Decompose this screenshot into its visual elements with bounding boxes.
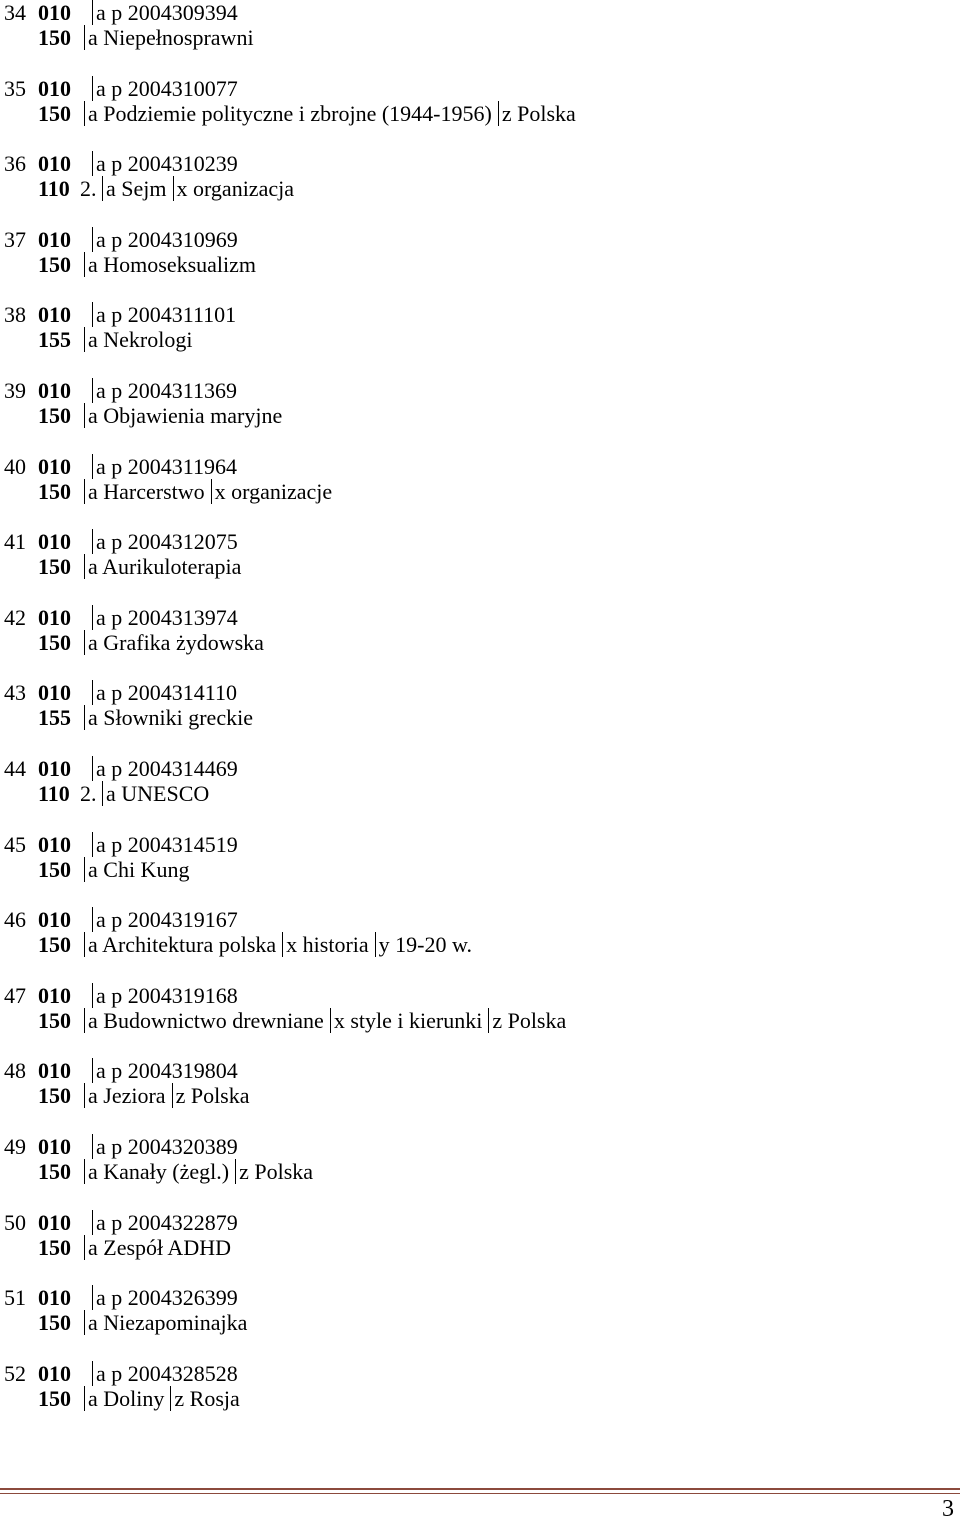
subfield-text: Chi Kung (103, 856, 190, 882)
record-number: 35 (4, 75, 26, 101)
field-data (92, 1361, 238, 1387)
subfield-text: p 2004311369 (111, 378, 237, 403)
subfield-text: Rosja (189, 1385, 240, 1411)
subfield-code: a (88, 100, 98, 126)
record-number: 48 (4, 1058, 26, 1084)
subfield-text: Doliny (103, 1385, 165, 1411)
subfield-text: p 2004319167 (111, 907, 238, 933)
record-number: 39 (4, 378, 26, 403)
subfield-text: Nekrologi (103, 327, 193, 353)
field-tag: 010 (38, 226, 71, 252)
field-tag: 010 (38, 0, 71, 25)
record-37 (0, 227, 960, 279)
field-data (92, 756, 238, 782)
field-data (92, 151, 238, 177)
field-tag: 150 (38, 932, 71, 958)
subfield-code: a (96, 756, 106, 781)
subfield-text: p 2004314110 (111, 680, 237, 706)
subfield-code: a (96, 982, 106, 1008)
subfield-text: Jeziora (103, 1083, 166, 1109)
subfield-code: a (88, 403, 98, 428)
subfield-a (92, 605, 238, 630)
field-data (102, 176, 294, 202)
subfield-code: a (88, 705, 98, 731)
field-data (84, 1083, 250, 1109)
field-tag: 150 (38, 25, 71, 50)
field-data (92, 0, 238, 26)
subfield-a (84, 932, 276, 957)
subfield-a (84, 252, 256, 277)
field-data (92, 832, 238, 858)
subfield-a (84, 101, 492, 126)
record-number: 42 (4, 604, 26, 630)
field-tag: 150 (38, 1385, 71, 1411)
subfield-code: a (88, 1007, 98, 1033)
subfield-text: Architektura polska (102, 932, 277, 958)
field-tag: 150 (38, 403, 71, 428)
subfield-a (84, 1008, 324, 1033)
subfield-text: p 2004309394 (111, 0, 238, 25)
field-data (92, 302, 236, 328)
field-data (84, 1310, 247, 1336)
subfield-a (84, 403, 282, 428)
subfield-code: a (96, 75, 106, 101)
subfield-code: a (88, 251, 98, 277)
subfield-x (330, 1008, 482, 1033)
subfield-code: a (96, 1058, 106, 1084)
subfield-a (84, 630, 264, 655)
subfield-a (92, 1361, 238, 1386)
subfield-text: Harcerstwo (103, 478, 205, 504)
subfield-z (498, 101, 576, 126)
field-indicator: 2. (80, 781, 97, 806)
field-data (92, 227, 238, 253)
subfield-text: historia (302, 932, 369, 958)
subfield-text: p 2004310239 (111, 151, 238, 177)
subfield-code: a (106, 176, 116, 202)
subfield-a (84, 479, 205, 504)
field-tag: 150 (38, 554, 71, 580)
field-tag: 150 (38, 629, 71, 655)
subfield-text: Słowniki greckie (103, 705, 253, 731)
record-52 (0, 1361, 960, 1413)
field-tag: 150 (38, 1310, 71, 1336)
field-tag: 010 (38, 1058, 71, 1084)
field-data (84, 1159, 313, 1185)
subfield-a (92, 1134, 238, 1159)
subfield-text: organizacja (193, 176, 294, 202)
subfield-text: p 2004314519 (111, 831, 238, 857)
subfield-text: Zespół ADHD (103, 1234, 231, 1260)
record-number: 50 (4, 1209, 26, 1235)
field-tag: 010 (38, 1134, 71, 1159)
subfield-code: a (88, 554, 98, 580)
record-number: 40 (4, 453, 26, 479)
subfield-a (84, 25, 254, 50)
subfield-text: Homoseksualizm (103, 251, 257, 277)
record-41 (0, 529, 960, 581)
subfield-text: style i kierunki (350, 1007, 483, 1033)
subfield-code: a (96, 302, 106, 328)
field-data (92, 907, 238, 933)
subfield-a (92, 529, 238, 554)
field-tag: 010 (38, 1360, 71, 1386)
subfield-text: Niezapominajka (103, 1310, 248, 1336)
subfield-a (92, 454, 237, 479)
record-39 (0, 378, 960, 430)
subfield-a (102, 176, 167, 201)
field-data (92, 378, 237, 404)
field-tag: 010 (38, 831, 71, 857)
subfield-text: p 2004319168 (111, 982, 238, 1008)
record-51 (0, 1285, 960, 1337)
subfield-code: a (88, 1083, 98, 1109)
page-number: 3 (942, 1496, 954, 1522)
field-data (84, 403, 282, 429)
subfield-text: p 2004320389 (111, 1134, 238, 1159)
field-data (84, 554, 241, 580)
field-tag: 010 (38, 756, 71, 781)
subfield-a (84, 1235, 231, 1260)
subfield-code: a (96, 831, 106, 857)
field-tag: 010 (38, 453, 71, 479)
subfield-a (92, 1058, 238, 1083)
subfield-code: z (501, 100, 512, 126)
field-tag: 010 (38, 1209, 71, 1235)
record-42 (0, 605, 960, 657)
subfield-text: p 2004310969 (111, 226, 238, 252)
subfield-code: x (214, 478, 226, 504)
record-49 (0, 1134, 960, 1186)
subfield-a (84, 554, 241, 579)
field-tag: 010 (38, 529, 71, 555)
subfield-text: 19-20 w. (395, 932, 472, 958)
subfield-code: a (88, 478, 98, 504)
field-data (84, 932, 472, 958)
subfield-text: Kanały (żegl.) (103, 1159, 230, 1184)
subfield-text: p 2004312075 (111, 529, 238, 555)
subfield-code: a (96, 1360, 106, 1386)
subfield-text: p 2004310077 (111, 75, 238, 101)
record-number: 52 (4, 1360, 26, 1386)
field-data (92, 1058, 238, 1084)
subfield-text: Polska (190, 1083, 250, 1109)
field-tag: 010 (38, 302, 71, 328)
record-44 (0, 756, 960, 808)
subfield-x (211, 479, 332, 504)
field-tag: 150 (38, 1234, 71, 1260)
subfield-code: z (175, 1083, 186, 1109)
field-tag: 110 (38, 176, 70, 202)
subfield-code: a (88, 327, 98, 353)
subfield-text: p 2004311101 (111, 302, 237, 328)
field-data (92, 529, 238, 555)
subfield-z (170, 1386, 239, 1411)
field-tag: 110 (38, 781, 70, 806)
subfield-a (84, 327, 192, 352)
record-number: 46 (4, 907, 26, 933)
field-data (84, 1386, 240, 1412)
subfield-code: a (96, 453, 106, 479)
subfield-text: Budownictwo drewniane (103, 1007, 324, 1033)
field-tag: 150 (38, 1083, 71, 1109)
subfield-z (488, 1008, 566, 1033)
record-48 (0, 1058, 960, 1110)
subfield-code: a (106, 781, 116, 806)
subfield-a (92, 1285, 238, 1310)
subfield-code: a (88, 1385, 98, 1411)
record-number: 45 (4, 831, 26, 857)
record-43 (0, 680, 960, 732)
subfield-code: a (88, 1234, 98, 1260)
subfield-y (375, 932, 472, 957)
subfield-a (92, 302, 236, 327)
subfield-text: Grafika żydowska (103, 629, 264, 655)
subfield-code: a (96, 907, 106, 933)
subfield-a (102, 781, 209, 806)
field-tag: 010 (38, 1285, 71, 1311)
record-number: 51 (4, 1285, 26, 1311)
subfield-a (92, 151, 238, 176)
field-tag: 010 (38, 75, 71, 101)
subfield-text: Polska (517, 100, 576, 126)
subfield-code: a (96, 529, 106, 555)
subfield-text: p 2004328528 (111, 1360, 238, 1386)
record-40 (0, 454, 960, 506)
subfield-code: x (176, 176, 188, 202)
subfield-text: p 2004326399 (111, 1285, 238, 1311)
field-data (84, 857, 189, 883)
field-data (102, 781, 209, 807)
subfield-code: z (174, 1385, 185, 1411)
subfield-code: a (88, 932, 98, 958)
subfield-code: a (88, 629, 98, 655)
subfield-z (235, 1159, 313, 1184)
record-number: 41 (4, 529, 26, 555)
field-tag: 010 (38, 378, 71, 403)
record-34 (0, 0, 960, 52)
subfield-text: Polska (507, 1007, 567, 1033)
subfield-text: p 2004311964 (111, 453, 237, 479)
record-number: 44 (4, 756, 26, 781)
record-50 (0, 1210, 960, 1262)
subfield-text: organizacje (231, 478, 333, 504)
field-data (84, 101, 576, 127)
subfield-code: y (378, 932, 390, 958)
subfield-z (172, 1083, 250, 1108)
field-data (84, 1235, 231, 1261)
field-tag: 155 (38, 705, 71, 731)
subfield-code: a (96, 1134, 106, 1159)
subfield-code: a (96, 151, 106, 177)
field-tag: 150 (38, 1159, 71, 1184)
field-data (84, 630, 264, 656)
record-number: 49 (4, 1134, 26, 1159)
subfield-a (92, 756, 238, 781)
subfield-text: Aurikuloterapia (102, 554, 242, 580)
field-tag: 155 (38, 327, 71, 353)
subfield-a (92, 1210, 238, 1235)
subfield-code: x (286, 932, 298, 958)
field-tag: 010 (38, 982, 71, 1008)
subfield-a (92, 983, 238, 1008)
field-tag: 150 (38, 478, 71, 504)
subfield-code: a (96, 1285, 106, 1311)
field-data (92, 680, 237, 706)
subfield-code: a (88, 856, 98, 882)
subfield-a (92, 907, 238, 932)
field-data (92, 605, 238, 631)
subfield-a (84, 857, 189, 882)
field-data (92, 1134, 238, 1160)
subfield-code: a (96, 0, 106, 25)
record-number: 34 (4, 0, 26, 25)
subfield-a (84, 1159, 229, 1184)
record-number: 47 (4, 982, 26, 1008)
subfield-code: a (96, 226, 106, 252)
subfield-code: a (96, 680, 106, 706)
subfield-text: Sejm (121, 176, 167, 202)
subfield-a (84, 1310, 247, 1335)
subfield-a (92, 378, 237, 403)
subfield-text: p 2004313974 (111, 604, 238, 630)
record-47 (0, 983, 960, 1035)
record-number: 43 (4, 680, 26, 706)
record-number: 36 (4, 151, 26, 177)
subfield-x (282, 932, 369, 957)
subfield-a (92, 76, 238, 101)
subfield-a (84, 1083, 166, 1108)
subfield-code: a (88, 25, 98, 50)
record-number: 38 (4, 302, 26, 328)
subfield-code: a (96, 1209, 106, 1235)
field-tag: 010 (38, 907, 71, 933)
subfield-a (92, 227, 238, 252)
subfield-a (92, 680, 237, 705)
field-data (92, 1210, 238, 1236)
field-tag: 150 (38, 100, 71, 126)
field-data (84, 25, 254, 51)
record-38 (0, 302, 960, 354)
subfield-code: z (239, 1159, 249, 1184)
record-number: 37 (4, 226, 26, 252)
field-data (92, 983, 238, 1009)
subfield-a (92, 832, 238, 857)
record-35 (0, 76, 960, 128)
field-tag: 150 (38, 1007, 71, 1033)
footer-rule (0, 1488, 960, 1490)
subfield-text: p 2004314469 (111, 756, 238, 781)
field-tag: 150 (38, 856, 71, 882)
subfield-code: a (88, 1310, 98, 1336)
field-data (84, 252, 256, 278)
field-tag: 010 (38, 604, 71, 630)
subfield-text: Objawienia maryjne (103, 403, 283, 428)
record-36 (0, 151, 960, 203)
field-data (84, 1008, 566, 1034)
subfield-code: a (88, 1159, 98, 1184)
field-data (84, 479, 332, 505)
subfield-code: a (96, 604, 106, 630)
subfield-code: a (96, 378, 106, 403)
field-tag: 010 (38, 680, 71, 706)
subfield-code: z (492, 1007, 503, 1033)
subfield-code: x (333, 1007, 345, 1033)
subfield-x (173, 176, 294, 201)
field-data (84, 705, 253, 731)
subfield-a (84, 1386, 164, 1411)
subfield-text: UNESCO (121, 781, 210, 806)
field-data (92, 1285, 238, 1311)
subfield-text: p 2004319804 (111, 1058, 238, 1084)
field-data (92, 76, 238, 102)
field-data (84, 327, 192, 353)
subfield-text: Polska (254, 1159, 314, 1184)
record-45 (0, 832, 960, 884)
field-tag: 150 (38, 251, 71, 277)
field-tag: 010 (38, 151, 71, 177)
subfield-a (92, 0, 238, 25)
field-data (92, 454, 237, 480)
record-46 (0, 907, 960, 959)
field-indicator: 2. (80, 176, 97, 202)
subfield-text: p 2004322879 (111, 1209, 238, 1235)
subfield-a (84, 705, 253, 730)
footer-rule-thin (0, 1493, 960, 1494)
subfield-text: Niepełnosprawni (103, 25, 254, 50)
subfield-text: Podziemie polityczne i zbrojne (1944-1956) (103, 100, 492, 126)
